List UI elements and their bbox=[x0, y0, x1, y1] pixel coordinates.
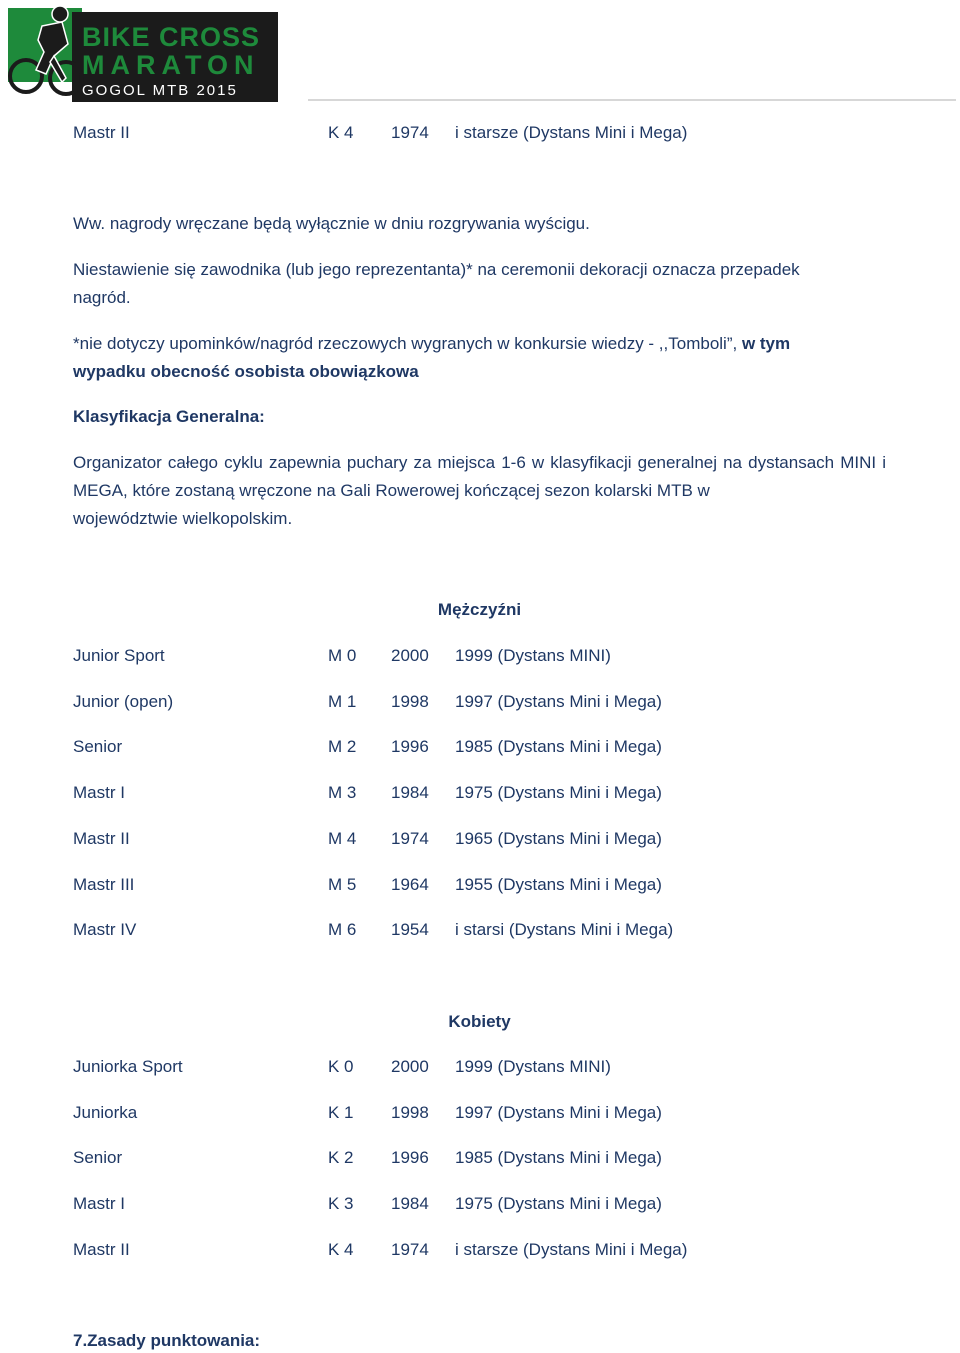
category-name: Mastr II bbox=[73, 828, 130, 848]
category-range: 1985 (Dystans Mini i Mega) bbox=[455, 737, 662, 757]
category-year: 1954 bbox=[391, 920, 429, 940]
category-code: M 5 bbox=[328, 874, 357, 894]
category-year: 1974 bbox=[391, 828, 429, 848]
general-line2: MINI i MEGA, które zostaną wręczone na Gali Rowerowej kończącej sezon kolarski MTB w bbox=[73, 453, 886, 500]
category-range: 1955 (Dystans Mini i Mega) bbox=[455, 874, 662, 894]
category-name: Juniorka Sport bbox=[73, 1057, 183, 1076]
category-code: M 4 bbox=[328, 828, 357, 848]
category-range: 1999 (Dystans MINI) bbox=[455, 1057, 611, 1076]
logo-line3: GOGOL MTB 2015 bbox=[82, 82, 238, 99]
category-code: K 1 bbox=[328, 1102, 354, 1122]
footnote-line1: *nie dotyczy upominków/nagród rzeczowych wygranych w konkursie wiedzy - ,,Tomboli”, bbox=[73, 334, 742, 353]
category-range: 1997 (Dystans Mini i Mega) bbox=[455, 1102, 662, 1122]
category-year: 1998 bbox=[391, 691, 429, 711]
category-range: i starsze (Dystans Mini i Mega) bbox=[455, 1239, 688, 1259]
category-year: 1964 bbox=[391, 874, 429, 894]
category-year: 1996 bbox=[391, 1148, 429, 1168]
category-range: 1997 (Dystans Mini i Mega) bbox=[455, 691, 662, 711]
category-range: 1985 (Dystans Mini i Mega) bbox=[455, 1148, 662, 1168]
category-name: Mastr III bbox=[73, 874, 135, 894]
general-paragraph bbox=[73, 449, 886, 533]
general-line3: województwie wielkopolskim. bbox=[73, 509, 293, 528]
general-line1: Organizator całego cyklu zapewnia puchary za miejsca 1-6 w klasyfikacji generalnej na dystansach bbox=[73, 453, 835, 472]
category-name: Juniorka bbox=[73, 1102, 138, 1122]
category-year: 1996 bbox=[391, 737, 429, 757]
footnote-line1-bold: w tym bbox=[741, 334, 791, 353]
category-range: 1975 (Dystans Mini i Mega) bbox=[455, 783, 662, 803]
category-name: Senior bbox=[73, 737, 123, 757]
section7-heading: 7.Zasady punktowania: bbox=[73, 1331, 261, 1350]
logo-line2: MARATON bbox=[82, 50, 260, 80]
category-year: 2000 bbox=[391, 646, 429, 665]
category-year: 1974 bbox=[391, 1239, 429, 1259]
category-name: Mastr I bbox=[73, 783, 125, 803]
general-heading: Klasyfikacja Generalna: bbox=[73, 407, 265, 426]
category-year: 1984 bbox=[391, 783, 429, 803]
category-range: i starsze (Dystans Mini i Mega) bbox=[455, 123, 688, 142]
category-year: 2000 bbox=[391, 1057, 429, 1076]
category-code: M 6 bbox=[328, 920, 357, 940]
category-code: K 2 bbox=[328, 1148, 354, 1168]
category-range: i starsi (Dystans Mini i Mega) bbox=[455, 920, 674, 940]
category-year: 1998 bbox=[391, 1102, 429, 1122]
category-name: Junior (open) bbox=[73, 691, 174, 711]
bike-cross-maraton-logo bbox=[6, 4, 280, 104]
category-code: M 2 bbox=[328, 737, 357, 757]
category-year: 1984 bbox=[391, 1194, 429, 1214]
absence-note bbox=[73, 256, 886, 312]
category-code: K 0 bbox=[328, 1057, 354, 1076]
category-name: Mastr II bbox=[73, 1239, 130, 1259]
category-name: Junior Sport bbox=[73, 646, 165, 665]
women-heading: Kobiety bbox=[448, 1012, 511, 1031]
men-heading: Mężczyźni bbox=[437, 600, 522, 619]
category-year: 1974 bbox=[391, 123, 429, 142]
category-code: K 4 bbox=[328, 1239, 354, 1259]
absence-line1: Niestawienie się zawodnika (lub jego reprezentanta)* na ceremonii dekoracji oznacza przepadek bbox=[73, 260, 800, 279]
category-code: K 3 bbox=[328, 1194, 354, 1214]
footnote-line2: wypadku obecność osobista obowiązkowa bbox=[73, 362, 419, 381]
category-range: 1999 (Dystans MINI) bbox=[455, 646, 611, 665]
awards-note: Ww. nagrody wręczane będą wyłącznie w dniu rozgrywania wyścigu. bbox=[73, 214, 590, 233]
logo-line1: BIKE CROSS bbox=[82, 22, 261, 52]
category-name: Senior bbox=[73, 1148, 123, 1168]
category-name: Mastr II bbox=[73, 123, 130, 142]
category-range: 1975 (Dystans Mini i Mega) bbox=[455, 1194, 662, 1214]
category-name: Mastr I bbox=[73, 1194, 125, 1214]
category-code: M 1 bbox=[328, 691, 357, 711]
category-code: K 4 bbox=[328, 123, 354, 142]
category-code: M 0 bbox=[328, 646, 357, 665]
category-range: 1965 (Dystans Mini i Mega) bbox=[455, 828, 662, 848]
category-code: M 3 bbox=[328, 783, 357, 803]
absence-line2: nagród. bbox=[73, 288, 131, 307]
header-rule bbox=[308, 99, 956, 101]
footnote bbox=[73, 330, 886, 386]
category-name: Mastr IV bbox=[73, 920, 137, 940]
